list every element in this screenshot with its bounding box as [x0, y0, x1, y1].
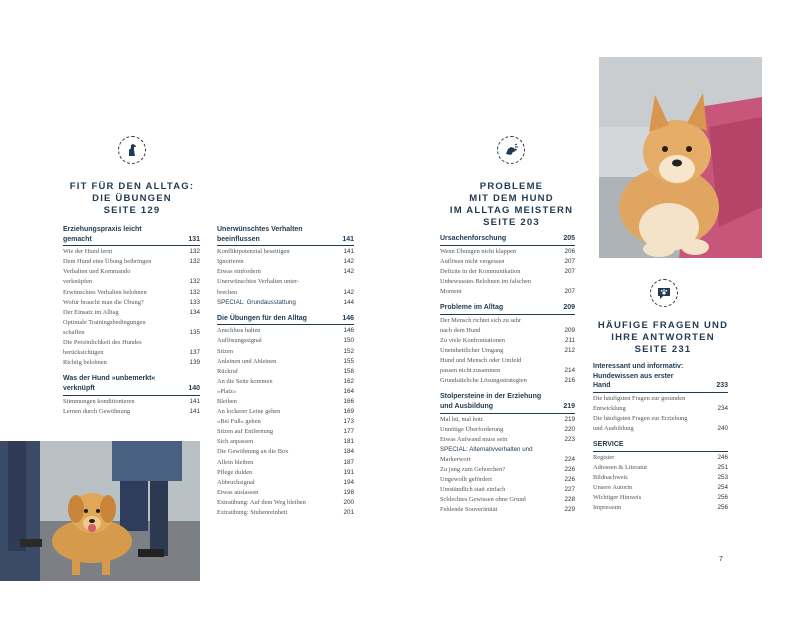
toc-entry-label: Mal hü, mal hott	[440, 415, 483, 423]
dog-barking-icon	[497, 136, 525, 164]
toc-entry[interactable]	[63, 288, 200, 298]
toc-entry-label: Wenn Übungen nicht klappen	[440, 247, 516, 255]
toc-entry[interactable]	[217, 288, 354, 298]
toc-entry[interactable]	[63, 308, 200, 318]
toc-group-title-line: Die Übungen für den Alltag	[217, 314, 307, 322]
toc-group-page: 140	[188, 384, 200, 392]
toc-entry[interactable]	[217, 387, 354, 397]
toc-entry[interactable]	[217, 347, 354, 357]
toc-entry-label: Wofür braucht man die Übung?	[63, 298, 144, 306]
toc-entry-label: und Ausbildung	[593, 425, 634, 433]
toc-entry-label: schaffen	[63, 328, 85, 336]
toc-group-title	[593, 362, 728, 391]
toc-group-page: 219	[563, 402, 575, 410]
toc-entry-label: Lernen durch Gewöhnung	[63, 407, 131, 415]
toc-entry-page: 228	[564, 496, 575, 504]
toc-entry-page: 198	[343, 488, 354, 496]
toc-group-title-label	[593, 440, 630, 450]
toc-group	[440, 303, 575, 386]
toc-entry-page: 187	[343, 458, 354, 466]
toc-entry-label: SPECIAL: Grundausstattung	[217, 298, 296, 306]
toc-group-title-label	[440, 303, 509, 313]
toc-entry[interactable]	[217, 427, 354, 437]
photo-shiba-on-sofa	[599, 57, 762, 258]
toc-entry[interactable]	[217, 437, 354, 447]
toc-entry-page: 134	[189, 308, 200, 316]
toc-group-title-label	[217, 225, 309, 244]
toc-entry[interactable]	[593, 463, 728, 473]
toc-entry-page: 142	[343, 268, 354, 276]
toc-entry[interactable]	[63, 407, 200, 417]
toc-group	[593, 440, 728, 513]
toc-entry[interactable]	[217, 247, 354, 257]
toc-entry-label: Unsere Autorin	[593, 484, 633, 492]
toc-entry-label: Ungewollt gefördert	[440, 476, 492, 484]
toc-group-title-line: Unerwünschtes Verhalten	[217, 226, 303, 233]
toc-entry-page: 158	[343, 367, 354, 375]
toc-entry-page: 209	[564, 326, 575, 334]
toc-group-title	[593, 440, 728, 450]
toc-entry-label: Pflege dulden	[217, 468, 253, 476]
toc-group-page: 209	[563, 304, 575, 312]
toc-group-title-label	[217, 314, 313, 324]
toc-entry-page: 169	[343, 408, 354, 416]
toc-entry-label: Zu jung zum Gehorchen?	[440, 465, 506, 473]
toc-entry[interactable]	[63, 298, 200, 308]
toc-entry[interactable]	[217, 488, 354, 498]
toc-entry[interactable]	[63, 267, 200, 277]
toc-group-page: 131	[188, 235, 200, 243]
toc-entry-page: 150	[343, 337, 354, 345]
toc-group-title-line: SERVICE	[593, 441, 624, 449]
toc-entry[interactable]	[440, 435, 575, 445]
toc-entry[interactable]	[217, 326, 354, 336]
toc-column-4	[593, 362, 728, 519]
toc-entry-label: Stimmungen konditionieren	[63, 397, 135, 405]
toc-entry-label: Grundsätzliche Lösungsstrategien	[440, 377, 527, 385]
section-heading-probleme: PROBLEME MIT DEM HUND IM ALLTAG MEISTERN SEITE 203	[449, 181, 574, 228]
toc-entry[interactable]	[217, 417, 354, 427]
section-heading-fragen: HÄUFIGE FRAGEN UND IHRE ANTWORTEN SEITE 231	[597, 320, 729, 355]
toc-entry[interactable]	[63, 348, 200, 358]
toc-entry[interactable]	[217, 336, 354, 346]
toc-entry-label: Konfliktpotenzial beseitigen	[217, 248, 290, 256]
toc-group	[63, 225, 200, 368]
toc-entry-label: passen nicht zusammen	[440, 367, 501, 375]
toc-group-title-line: Probleme im Alltag	[440, 304, 504, 312]
toc-group-title-line: gemacht	[63, 235, 92, 243]
toc-entry-page: 214	[564, 367, 575, 375]
toc-entry-label: Adressen & Literatur	[593, 463, 648, 471]
toc-entry-label: Die Persönlichkeit des Hundes	[63, 339, 142, 347]
toc-group-page: 233	[716, 382, 728, 390]
toc-entry-page: 256	[717, 494, 728, 502]
toc-entry[interactable]	[63, 338, 200, 348]
toc-group-title-label	[440, 392, 547, 411]
toc-entry[interactable]	[593, 404, 728, 414]
toc-entry-page: 220	[564, 425, 575, 433]
toc-entry-label: Die häufigsten Fragen zur Erziehung	[593, 414, 688, 422]
toc-entry-page: 234	[717, 404, 728, 412]
toc-entry[interactable]	[217, 478, 354, 488]
toc-entry[interactable]	[217, 458, 354, 468]
toc-entry[interactable]	[440, 376, 575, 386]
toc-entry[interactable]	[217, 468, 354, 478]
toc-group-rule	[440, 314, 575, 315]
toc-group-title	[217, 314, 354, 324]
toc-group-page: 205	[563, 235, 575, 242]
toc-entry-label: Etwas Aufwand muss sein	[440, 435, 508, 443]
toc-entry-page: 191	[343, 468, 354, 476]
toc-entry-label: Etwas einfordern	[217, 268, 261, 276]
toc-entry-label: berücksichtigen	[63, 349, 104, 357]
toc-entry[interactable]	[217, 508, 354, 518]
toc-entry[interactable]	[217, 377, 354, 387]
toc-entry-page: 139	[189, 359, 200, 367]
toc-group-title-line: Interessant und informativ:	[593, 363, 684, 370]
toc-entry-page: 132	[189, 258, 200, 266]
toc-entry[interactable]	[593, 414, 728, 424]
toc-entry-page: 256	[717, 504, 728, 512]
toc-entry-label: Moment	[440, 287, 462, 295]
toc-entry-page: 207	[564, 257, 575, 265]
toc-entry-page: 152	[343, 347, 354, 355]
toc-group-rule	[217, 324, 354, 325]
toc-entry-label: Der Einsatz im Alltag	[63, 308, 119, 316]
toc-group-title-line: verknüpft	[63, 384, 95, 392]
toc-entry[interactable]	[440, 445, 575, 455]
toc-group	[440, 392, 575, 515]
toc-group-rule	[217, 245, 354, 246]
toc-entry-page: 177	[343, 428, 354, 436]
toc-entry[interactable]	[440, 475, 575, 485]
paw-speech-icon	[650, 279, 678, 307]
toc-entry-label: Etwas auslassen	[217, 488, 259, 496]
toc-entry-label: Anleinen und Ableinen	[217, 357, 277, 365]
toc-entry-label: Anschluss halten	[217, 327, 261, 335]
toc-group-title-label	[63, 374, 161, 393]
toc-entry-label: Fehlende Souveränität	[440, 506, 498, 514]
toc-group-title-line: beeinflussen	[217, 235, 260, 243]
toc-group-title-line: Stolpersteine in der Erziehung	[440, 393, 542, 401]
toc-entry[interactable]	[440, 326, 575, 336]
toc-entry-label: Zu viele Konfrontationen	[440, 336, 505, 344]
toc-entry[interactable]	[440, 247, 575, 257]
toc-entry[interactable]	[217, 407, 354, 417]
toc-entry-label: Extraübung: Auf dem Weg bleiben	[217, 498, 306, 506]
toc-group	[217, 225, 354, 308]
toc-entry-page: 201	[343, 509, 354, 517]
toc-entry[interactable]	[440, 287, 575, 297]
toc-entry[interactable]	[63, 397, 200, 407]
toc-entry[interactable]	[217, 267, 354, 277]
toc-entry[interactable]	[217, 367, 354, 377]
toc-entry-label: Auflösungssignal	[217, 337, 262, 345]
toc-group-title	[440, 234, 575, 244]
toc-entry-page: 200	[343, 498, 354, 506]
toc-entry[interactable]	[440, 485, 575, 495]
toc-entry-label: Erwünschtes Verhalten belohnen	[63, 288, 147, 296]
toc-entry-label: Optimale Trainingsbedingungen	[63, 318, 146, 326]
toc-column-1	[63, 225, 200, 423]
toc-entry[interactable]	[440, 425, 575, 435]
toc-group-title	[440, 303, 575, 313]
toc-entry-label: Impressum	[593, 504, 622, 512]
toc-entry[interactable]	[217, 257, 354, 267]
dog-sitting-icon	[118, 136, 146, 164]
section-heading-uebungen: FIT FÜR DEN ALLTAG: DIE ÜBUNGEN SEITE 129	[69, 181, 195, 216]
toc-entry-label: Register	[593, 453, 615, 461]
toc-entry-label: nach dem Hund	[440, 326, 481, 334]
toc-entry-page: 181	[343, 438, 354, 446]
toc-group-rule	[440, 413, 575, 414]
toc-group-title	[63, 225, 200, 244]
toc-entry-label: Unbewusstes Belohnen im falschen	[440, 277, 532, 285]
toc-entry-page: 132	[189, 288, 200, 296]
toc-entry[interactable]	[217, 397, 354, 407]
golden-retriever-illustration	[0, 441, 200, 581]
toc-entry-label: »Bei Fuß« gehen	[217, 418, 261, 426]
toc-entry-page: 162	[343, 377, 354, 385]
toc-entry-label: Unnötige Überforderung	[440, 425, 504, 433]
page-number: 7	[719, 556, 723, 563]
toc-entry[interactable]	[593, 424, 728, 434]
toc-entry[interactable]	[440, 346, 575, 356]
toc-entry-page: 246	[717, 453, 728, 461]
toc-entry[interactable]	[63, 318, 200, 328]
toc-entry-label: SPECIAL: Alternativverhalten und	[440, 445, 533, 453]
toc-entry-label: Sich anpassen	[217, 438, 254, 446]
toc-entry-label: Defizite in der Kommunikation	[440, 267, 521, 275]
toc-entry-page: 142	[343, 288, 354, 296]
toc-entry-label: An lockerer Leine gehen	[217, 408, 281, 416]
toc-group-title-line: Erziehungspraxis leicht	[63, 226, 142, 233]
toc-entry-label: Uneinheitlicher Umgang	[440, 346, 504, 354]
toc-entry-page: 132	[189, 278, 200, 286]
toc-entry-label: Abbruchsignal	[217, 478, 255, 486]
toc-entry[interactable]	[593, 394, 728, 404]
toc-entry-label: Wie der Hund lernt	[63, 248, 113, 256]
toc-entry[interactable]	[440, 505, 575, 515]
toc-entry-label: Die Gewöhnung an die Box	[217, 448, 289, 456]
toc-entry-page: 226	[564, 476, 575, 484]
toc-group-rule	[593, 392, 728, 393]
toc-entry[interactable]	[440, 415, 575, 425]
toc-group-title	[440, 392, 575, 411]
toc-entry-page: 251	[717, 463, 728, 471]
toc-entry-page: 137	[189, 349, 200, 357]
toc-entry[interactable]	[440, 267, 575, 277]
toc-entry-page: 142	[343, 258, 354, 266]
toc-entry[interactable]	[217, 447, 354, 457]
toc-group-page: 146	[342, 314, 354, 322]
toc-entry[interactable]	[593, 453, 728, 463]
toc-entry[interactable]	[593, 483, 728, 493]
toc-group-title-line: Was der Hund »unbemerkt«	[63, 375, 156, 383]
toc-entry[interactable]	[63, 328, 200, 338]
toc-entry[interactable]	[217, 357, 354, 367]
toc-group-title	[217, 225, 354, 244]
toc-entry-label: Schlechtes Gewissen ohne Grund	[440, 496, 526, 504]
toc-entry-page: 226	[564, 465, 575, 473]
toc-entry-page: 212	[564, 346, 575, 354]
toc-entry-page: 254	[717, 484, 728, 492]
toc-group-title-label	[593, 362, 689, 391]
toc-entry-page: 216	[564, 377, 575, 385]
toc-entry-label: Bildnachweis	[593, 473, 628, 481]
toc-entry-page: 206	[564, 247, 575, 255]
toc-entry[interactable]	[217, 498, 354, 508]
toc-entry-label: Sitzen auf Entfernung	[217, 428, 274, 436]
toc-entry-page: 253	[717, 473, 728, 481]
toc-entry[interactable]	[217, 298, 354, 308]
toc-entry-page: 141	[343, 248, 354, 256]
toc-column-2	[217, 225, 354, 524]
toc-entry-page: 133	[189, 298, 200, 306]
toc-entry-label: Bleiben	[217, 398, 237, 405]
toc-entry-page: 164	[343, 387, 354, 395]
photo-golden-retriever-walk	[0, 441, 200, 581]
toc-entry[interactable]	[593, 473, 728, 483]
toc-entry[interactable]	[63, 257, 200, 267]
toc-entry-page: 207	[564, 267, 575, 275]
toc-group-title-line: Hundewissen aus erster	[593, 372, 674, 380]
toc-entry[interactable]	[217, 277, 354, 287]
toc-entry-page: 146	[343, 327, 354, 335]
toc-group-title-label	[440, 234, 512, 244]
toc-entry-label: Sitzen	[217, 347, 233, 355]
toc-entry-label: Markerwort	[440, 455, 471, 463]
toc-entry-page: 135	[189, 328, 200, 336]
toc-group	[63, 374, 200, 416]
toc-entry[interactable]	[440, 366, 575, 376]
toc-group-title	[63, 374, 200, 393]
toc-entry[interactable]	[593, 503, 728, 513]
toc-entry-label: Ignorieren	[217, 258, 244, 266]
toc-entry-label: Rückruf	[217, 367, 238, 375]
toc-entry-label: Der Mensch richtet sich zu sehr	[440, 316, 522, 324]
toc-group-rule	[63, 395, 200, 396]
toc-entry-label: Extraübung: Stubenreinheit	[217, 509, 288, 517]
toc-group	[217, 314, 354, 518]
toc-group	[593, 362, 728, 434]
toc-entry[interactable]	[593, 493, 728, 503]
toc-entry-page: 229	[564, 506, 575, 514]
toc-entry[interactable]	[440, 455, 575, 465]
toc-entry-page: 141	[189, 407, 200, 415]
toc-entry-page: 184	[343, 448, 354, 456]
toc-entry[interactable]	[63, 358, 200, 368]
toc-group-rule	[440, 245, 575, 246]
toc-entry[interactable]	[440, 277, 575, 287]
toc-entry-label: Die häufigsten Fragen zur gesunden	[593, 394, 686, 402]
toc-entry[interactable]	[440, 257, 575, 267]
toc-entry-page: 173	[343, 418, 354, 426]
shiba-dog-illustration	[599, 57, 762, 258]
toc-entry-label: Entwicklung	[593, 404, 626, 412]
toc-entry-label: Umständlich statt einfach	[440, 486, 506, 494]
toc-group-rule	[63, 245, 200, 246]
toc-group-rule	[593, 451, 728, 452]
toc-entry-page: 144	[343, 298, 354, 306]
toc-column-3	[440, 234, 575, 521]
toc-entry-page: 224	[564, 455, 575, 463]
toc-entry-page: 207	[564, 287, 575, 295]
toc-entry-label: verknüpfen	[63, 278, 93, 286]
toc-entry-label: Unerwünschtes Verhalten unter-	[217, 278, 300, 286]
toc-entry-label: Auflösen nicht vergessen	[440, 257, 505, 265]
toc-entry-label: Allein bleiben	[217, 458, 254, 466]
toc-entry[interactable]	[440, 316, 575, 326]
toc-group-title-line: Ursachenforschung	[440, 235, 507, 242]
toc-group-page: 141	[342, 235, 354, 243]
toc-group-title-label	[63, 225, 148, 244]
toc-entry-page: 223	[564, 435, 575, 443]
toc-entry-page: 141	[189, 397, 200, 405]
toc-entry[interactable]	[440, 465, 575, 475]
toc-entry[interactable]	[63, 277, 200, 287]
toc-group-title-line: und Ausbildung	[440, 402, 494, 410]
toc-entry-page: 132	[189, 248, 200, 256]
toc-entry-label: brechen	[217, 288, 238, 296]
toc-entry-label: Dem Hund eine Übung beibringen	[63, 258, 152, 266]
toc-entry-label: Hund und Mensch oder Umfeld	[440, 357, 522, 365]
toc-entry[interactable]	[440, 356, 575, 366]
toc-entry-page: 227	[564, 486, 575, 494]
toc-entry-page: 155	[343, 357, 354, 365]
toc-entry-label: An die Seite kommen	[217, 377, 273, 385]
toc-entry-label: Wichtiger Hinweis	[593, 494, 642, 502]
toc-entry-page: 219	[564, 415, 575, 423]
toc-entry-label: Richtig belohnen	[63, 359, 107, 367]
toc-entry[interactable]	[63, 247, 200, 257]
toc-group	[440, 234, 575, 297]
toc-entry-page: 194	[343, 478, 354, 486]
toc-group-title-line: Hand	[593, 382, 611, 390]
toc-entry-page: 240	[717, 425, 728, 433]
toc-entry-label: Verhalten und Kommando	[63, 268, 131, 276]
toc-entry[interactable]	[440, 495, 575, 505]
toc-entry-page: 211	[564, 336, 575, 344]
toc-entry-label: »Platz«	[217, 387, 237, 395]
toc-entry[interactable]	[440, 336, 575, 346]
toc-entry-page: 166	[343, 398, 354, 405]
